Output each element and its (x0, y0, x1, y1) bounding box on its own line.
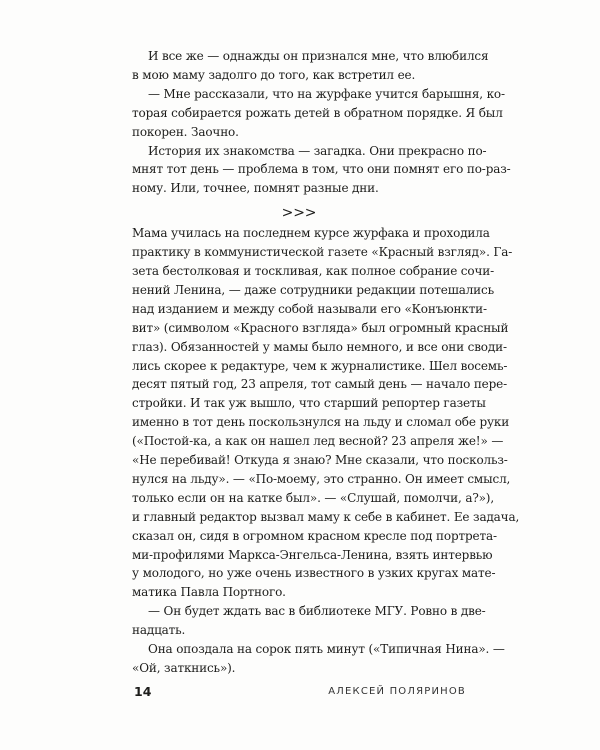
text-line: только если он на катке был». — «Слушай, помолчи, а?»), (132, 490, 494, 505)
text-line: Она опоздала на сорок пять минут («Типичная Нина». — (148, 642, 505, 656)
text-line: мнят тот день — проблема в том, что они помнят его по-раз- (132, 162, 511, 177)
text-line: глаз). Обязанностей у мамы было немного, и все они своди- (132, 339, 507, 354)
text-line: («Постой-ка, а как он нашел лед весной? 23 апреля же!» — (132, 434, 504, 449)
text-line: — Мне рассказали, что на журфаке учится барышня, ко- (148, 86, 505, 101)
text-line: покорен. Заочно. (132, 124, 239, 139)
text-line: История их знакомства — загадка. Они прекрасно по- (148, 143, 487, 158)
text-line: «Ой, заткнись»). (132, 660, 236, 675)
text-line: зета бестолковая и тоскливая, как полное собрание сочи- (132, 264, 494, 278)
text-line: торая собирается рожать детей в обратном порядке. Я был (132, 105, 503, 120)
text-line: десят пятый год, 23 апреля, тот самый день — начало пере- (132, 377, 508, 392)
text-line: вит» (символом «Красного взгляда» был огромный красный (132, 320, 509, 335)
text-line: Мама училась на последнем курсе журфака и проходила (132, 226, 490, 241)
text-line: в мою маму задолго до того, как встретил ее. (132, 67, 416, 82)
text-line: — Он будет ждать вас в библиотеке МГУ. Ровно в две- (148, 604, 486, 619)
text-line: лись скорее к редактуре, чем к журналистике. Шел восемь- (132, 358, 508, 373)
text-line: именно в тот день поскользнулся на льду и сломал обе руки (132, 415, 510, 430)
text-line: стройки. И так уж вышло, что старший репортер газеты (132, 396, 486, 411)
text-line: матика Павла Портного. (132, 585, 286, 600)
text-line: «Не перебивай! Откуда я знаю? Мне сказали, что поскольз- (132, 453, 508, 467)
page-number: 14 (134, 684, 152, 699)
text-line: нений Ленина, — даже сотрудники редакции потешались (132, 282, 494, 297)
text-line: И все же — однажды он признался мне, что влюбился (148, 49, 489, 63)
text-line: сказал он, сидя в огромном красном кресле под портрета- (132, 528, 497, 543)
text-line: ми-профилями Маркса-Энгельса-Ленина, взять интервью (132, 547, 493, 562)
text-line: над изданием и между собой называли его «Конъюнкти- (132, 301, 487, 316)
text-line: нулся на льду». — «По-моему, это странно. Он имеет смысл, (132, 471, 511, 486)
text-line: практику в коммунистической газете «Красный взгляд». Га- (132, 245, 513, 260)
text-line: ному. Или, точнее, помнят разные дни. (132, 181, 379, 196)
section-break: >>> (281, 205, 317, 222)
running-header-author: АЛЕКСЕЙ ПОЛЯРИНОВ (328, 686, 466, 697)
text-line: и главный редактор вызвал маму к себе в кабинет. Ее задача, (132, 509, 520, 524)
text-line: у молодого, но уже очень известного в узких кругах мате- (132, 566, 496, 581)
text-line: надцать. (132, 623, 186, 638)
